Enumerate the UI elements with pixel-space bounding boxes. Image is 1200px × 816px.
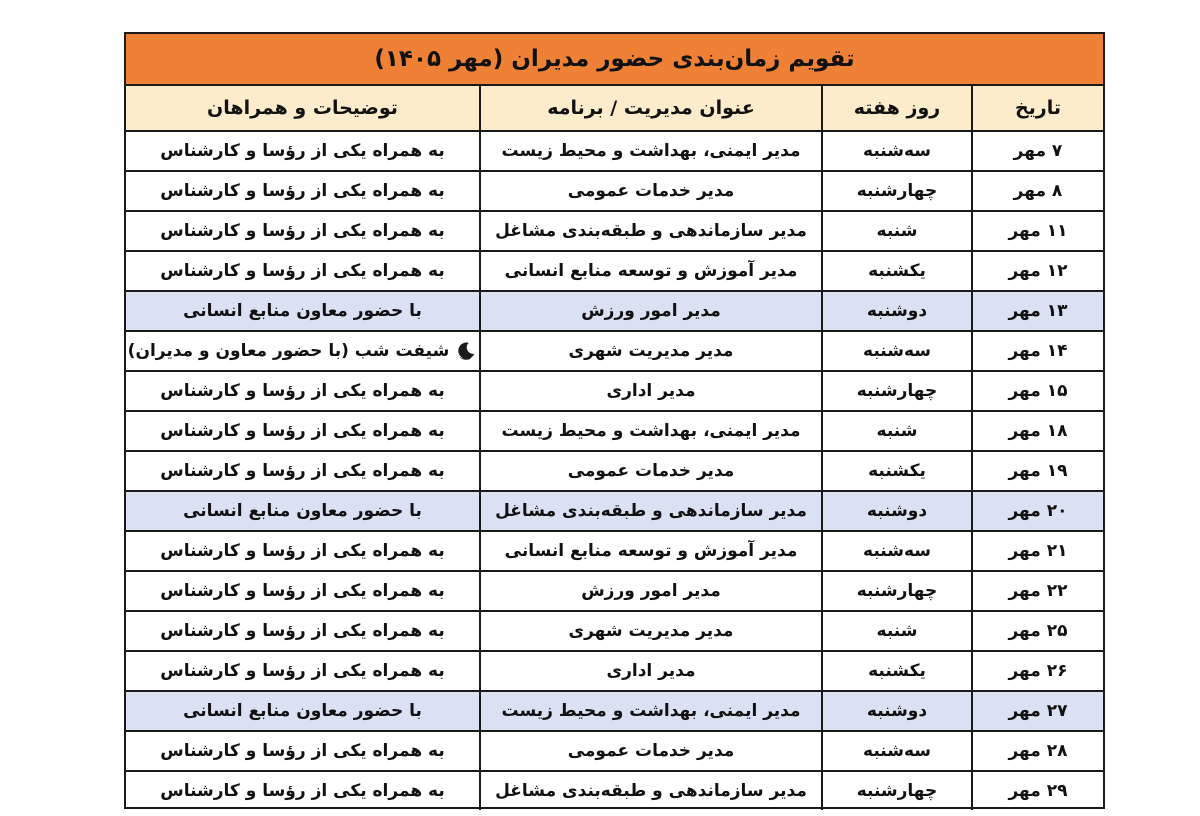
cell-program: مدیر اداری [480,371,822,411]
table-header-row [126,86,1103,131]
cell-notes: به همراه یکی از رؤسا و کارشناس [126,211,480,251]
cell-date: ۱۱ مهر [972,211,1103,251]
cell-program: مدیر آموزش و توسعه منابع انسانی [480,531,822,571]
cell-program: مدیر سازماندهی و طبقه‌بندی مشاغل [480,211,822,251]
cell-notes: با حضور معاون منابع انسانی [126,291,480,331]
cell-notes: به همراه یکی از رؤسا و کارشناس [126,651,480,691]
cell-weekday: سه‌شنبه [822,731,972,771]
table-row [126,411,1103,451]
cell-notes: به همراه یکی از رؤسا و کارشناس [126,131,480,171]
cell-weekday: سه‌شنبه [822,131,972,171]
header-notes: توضیحات و همراهان [126,86,480,131]
cell-weekday: دوشنبه [822,491,972,531]
table-row [126,531,1103,571]
cell-date: ۱۴ مهر [972,331,1103,371]
cell-date: ۲۸ مهر [972,731,1103,771]
cell-date: ۲۹ مهر [972,771,1103,810]
cell-program: مدیر ایمنی، بهداشت و محیط زیست [480,691,822,731]
cell-date: ۷ مهر [972,131,1103,171]
cell-weekday: شنبه [822,411,972,451]
cell-program: مدیر اداری [480,651,822,691]
cell-program: مدیر ایمنی، بهداشت و محیط زیست [480,131,822,171]
cell-program: مدیر خدمات عمومی [480,731,822,771]
cell-program: مدیر سازماندهی و طبقه‌بندی مشاغل [480,491,822,531]
cell-program: مدیر سازماندهی و طبقه‌بندی مشاغل [480,771,822,810]
cell-date: ۲۷ مهر [972,691,1103,731]
cell-weekday: شنبه [822,211,972,251]
cell-program: مدیر آموزش و توسعه منابع انسانی [480,251,822,291]
cell-notes: به همراه یکی از رؤسا و کارشناس [126,451,480,491]
cell-program: مدیر امور ورزش [480,291,822,331]
table-row [126,611,1103,651]
cell-weekday: سه‌شنبه [822,531,972,571]
table-row [126,651,1103,691]
table-row [126,171,1103,211]
cell-weekday: یکشنبه [822,251,972,291]
cell-date: ۱۵ مهر [972,371,1103,411]
cell-notes: به همراه یکی از رؤسا و کارشناس [126,611,480,651]
cell-weekday: چهارشنبه [822,171,972,211]
cell-program: مدیر مدیریت شهری [480,611,822,651]
cell-date: ۱۲ مهر [972,251,1103,291]
cell-notes: به همراه یکی از رؤسا و کارشناس [126,171,480,211]
cell-program: مدیر خدمات عمومی [480,171,822,211]
cell-notes: با حضور معاون منابع انسانی [126,491,480,531]
cell-weekday: چهارشنبه [822,771,972,810]
cell-program: مدیر ایمنی، بهداشت و محیط زیست [480,411,822,451]
table-row [126,371,1103,411]
cell-date: ۲۰ مهر [972,491,1103,531]
table-row [126,771,1103,810]
cell-notes: با حضور معاون منابع انسانی [126,691,480,731]
cell-notes: به همراه یکی از رؤسا و کارشناس [126,771,480,810]
cell-notes: به همراه یکی از رؤسا و کارشناس [126,571,480,611]
table-row [126,251,1103,291]
cell-program: مدیر مدیریت شهری [480,331,822,371]
cell-date: ۱۹ مهر [972,451,1103,491]
cell-notes: به همراه یکی از رؤسا و کارشناس [126,531,480,571]
cell-date: ۲۱ مهر [972,531,1103,571]
table-row [126,571,1103,611]
cell-notes: به همراه یکی از رؤسا و کارشناس [126,411,480,451]
table-row [126,491,1103,531]
cell-date: ۲۶ مهر [972,651,1103,691]
table-row [126,731,1103,771]
cell-weekday: چهارشنبه [822,371,972,411]
cell-notes: به همراه یکی از رؤسا و کارشناس [126,731,480,771]
cell-weekday: دوشنبه [822,691,972,731]
crescent-moon-icon [455,340,477,362]
cell-date: ۱۳ مهر [972,291,1103,331]
cell-weekday: یکشنبه [822,451,972,491]
cell-weekday: دوشنبه [822,291,972,331]
cell-weekday: چهارشنبه [822,571,972,611]
cell-date: ۱۸ مهر [972,411,1103,451]
header-weekday: روز هفته [822,86,972,131]
cell-program: مدیر امور ورزش [480,571,822,611]
table-row [126,291,1103,331]
table-row [126,211,1103,251]
cell-notes-text: شیفت شب (با حضور معاون و مدیران) [127,341,450,361]
cell-date: ۲۵ مهر [972,611,1103,651]
header-program: عنوان مدیریت / برنامه [480,86,822,131]
cell-weekday: یکشنبه [822,651,972,691]
cell-weekday: سه‌شنبه [822,331,972,371]
schedule-title: تقویم زمان‌بندی حضور مدیران (مهر ۱۴۰۵) [126,34,1103,86]
cell-date: ۸ مهر [972,171,1103,211]
cell-program: مدیر خدمات عمومی [480,451,822,491]
cell-notes: به همراه یکی از رؤسا و کارشناس [126,371,480,411]
table-row [126,451,1103,491]
table-row [126,331,1103,371]
cell-weekday: شنبه [822,611,972,651]
table-row [126,131,1103,171]
cell-date: ۲۲ مهر [972,571,1103,611]
cell-notes [126,331,480,371]
header-date: تاریخ [972,86,1103,131]
table-row [126,691,1103,731]
cell-notes: به همراه یکی از رؤسا و کارشناس [126,251,480,291]
schedule-sheet [124,32,1105,809]
schedule-table [126,86,1103,810]
